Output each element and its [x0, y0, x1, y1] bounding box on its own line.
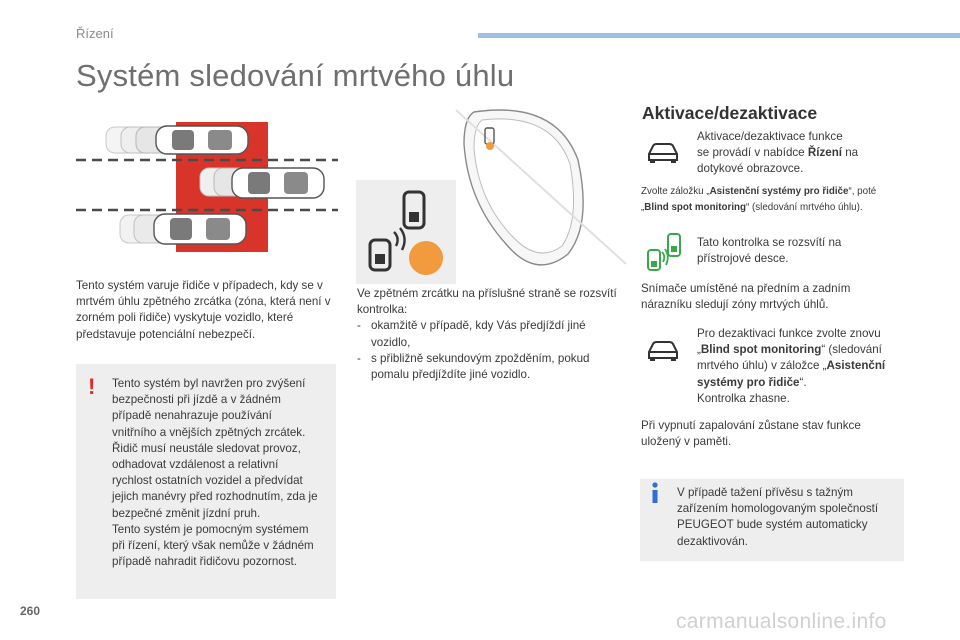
- warning-line: případě nahradit řidičovu pozornost.: [112, 555, 297, 569]
- activation-text: [697, 129, 907, 178]
- page-number: 260: [20, 604, 41, 618]
- activation-line: se provádí v nabídce Řízení na: [697, 146, 859, 160]
- intro-text: Tento systém varuje řidiče v případech, kdy se v mrtvém úhlu zpětného zrcátka (zóna, která není v zorném poli řidiče) vyskytuje vozidlo, které představuje potenciální nebezpečí.: [76, 279, 331, 341]
- warning-line: Tento systém byl navržen pro zvýšení: [112, 377, 306, 390]
- page-title: Systém sledování mrtvého úhlu: [76, 58, 515, 93]
- menu-name: Řízení: [807, 146, 843, 160]
- mirror-illustration: [356, 104, 632, 284]
- indicator-text: Tato kontrolka se rozsvítí na přístrojové desce.: [697, 236, 842, 266]
- list-item: [357, 351, 619, 383]
- tab-name: Asistenční systémy pro řidiče: [709, 186, 849, 197]
- dashboard-indicator-icon: [644, 232, 688, 272]
- warning-line: bezpečnosti při jízdě a v žádném: [112, 393, 281, 407]
- car-icon: [646, 340, 680, 362]
- info-text: V případě tažení přívěsu s tažným zařízením homologovaným společností PEUGEOT bude systém automaticky dezaktivován.: [677, 486, 879, 548]
- warning-line: bezpečné změnit jízdní pruh.: [112, 506, 261, 520]
- section-label: Řízení: [76, 26, 114, 41]
- warning-line: Tento systém je pomocným systémem: [112, 522, 309, 536]
- function-name: Blind spot monitoring: [644, 202, 747, 213]
- warning-line: rychlost ostatních vozidel a předvídat: [112, 474, 303, 488]
- warning-line: Řidič musí neustále sledovat provoz,: [112, 441, 301, 455]
- orange-warning-light-icon: [409, 241, 443, 275]
- warning-icon: !: [88, 374, 96, 399]
- sensors-text: Snímače umístěné na předním a zadním nárazníku sledují zóny mrtvých úhlů.: [641, 282, 851, 312]
- mirror-intro: Ve zpětném zrcátku na příslušné straně se rozsvítí kontrolka:: [357, 287, 617, 317]
- car-middle: [200, 168, 324, 198]
- blind-spot-cars-illustration: [76, 118, 346, 258]
- warning-line: při řízení, který však nemůže v žádném: [112, 539, 314, 553]
- memory-text: Při vypnutí zapalování zůstane stav funkce uložený v paměti.: [641, 419, 861, 449]
- list-dash: -: [357, 351, 361, 365]
- list-item: [357, 318, 619, 350]
- warning-line: případě nenahrazuje používání: [112, 409, 272, 423]
- info-icon: [648, 482, 662, 504]
- warning-line: vnitřního a vnějších zpětných zrcátek.: [112, 425, 306, 439]
- mirror-indicator-text: [357, 286, 619, 383]
- car-top: [106, 126, 248, 154]
- car-icon: [646, 142, 680, 164]
- watermark: carmanualsonline.info: [676, 610, 887, 633]
- car-bottom: [120, 214, 246, 244]
- header-bar: [478, 33, 960, 38]
- activation-line: Aktivace/dezaktivace funkce: [697, 130, 843, 143]
- list-item-text: s přibližně sekundovým zpožděním, pokud pomalu předjíždíte jiné vozidlo.: [371, 351, 590, 382]
- warning-text: [112, 376, 334, 570]
- deactivation-text: Pro dezaktivaci funkce zvolte znovu „Blind spot monitoring“ (sledování mrtvého úhlu) v záložce „Asistenční systémy pro řidiče“. Kontrolka zhasne.: [697, 327, 886, 405]
- activation-heading: Aktivace/dezaktivace: [642, 103, 818, 123]
- warning-line: jejich manévry před rozhodnutím, zda je: [112, 490, 318, 504]
- activation-line: dotykové obrazovce.: [697, 162, 804, 176]
- warning-line: odhadovat vzdálenost a relativní: [112, 458, 279, 472]
- list-dash: -: [357, 319, 361, 333]
- tab-instruction: Zvolte záložku „Asistenční systémy pro řidiče“, poté „Blind spot monitoring“ (sledování mrtvého úhlu).: [641, 186, 877, 213]
- list-item-text: okamžitě v případě, kdy Vás předjíždí jiné vozidlo,: [371, 319, 586, 349]
